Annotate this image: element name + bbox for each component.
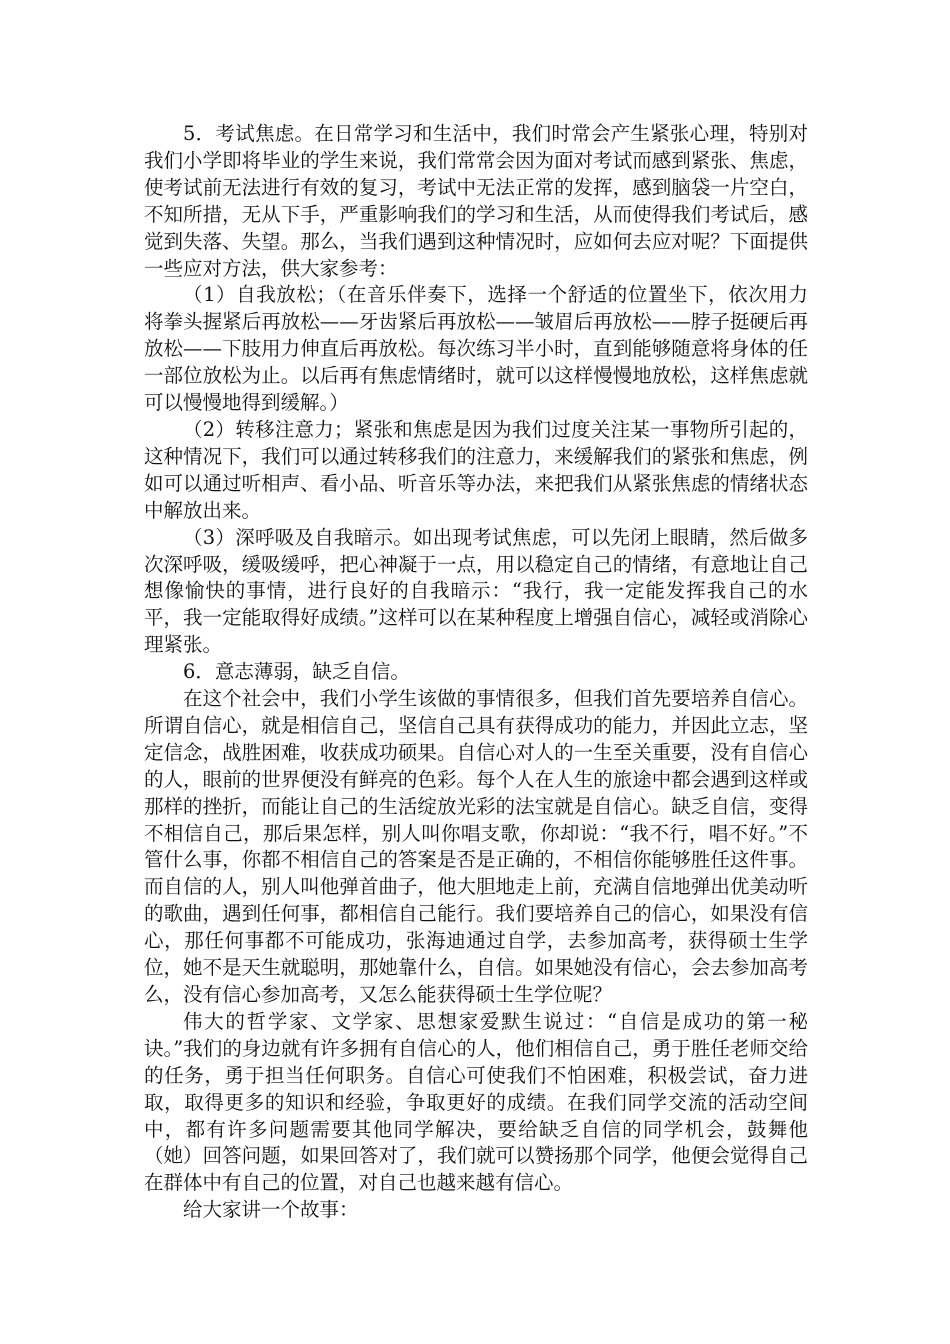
- paragraph-method-relaxation: （1）自我放松；（在音乐伴奏下，选择一个舒适的位置坐下，依次用力将拳头握紧后再放松——牙齿紧后再放松——皱眉后再放松——脖子挺硬后再放松——下肢用力伸直后再放松。每次练习半小时，直到能够随意将身体的任一部位放松为止。以后再有焦虑情绪时，就可以这样慢慢地放松，这样焦虑就可以慢慢地得到缓解。）: [144, 283, 808, 415]
- paragraph-emerson-quote: 伟大的哲学家、文学家、思想家爱默生说过：“自信是成功的第一秘诀。”我们的身边就有许多拥有自信心的人，他们相信自己，勇于胜任老师交给的任务，勇于担当任何职务。自信心可使我们不怕困难，积极尝试，奋力进取，取得更多的知识和经验，争取更好的成绩。在我们同学交流的活动空间中，都有许多问题需要其他同学解决，要给缺乏自信的同学机会，鼓舞他（她）回答问题，如果回答对了，我们就可以赞扬那个同学，他便会觉得自己在群体中有自己的位置，对自己也越来越有信心。: [144, 1009, 808, 1195]
- paragraph-self-confidence: 在这个社会中，我们小学生该做的事情很多，但我们首先要培养自信心。所谓自信心，就是相信自己，坚信自己具有获得成功的能力，并因此立志，坚定信念，战胜困难，收获成功硕果。自信心对人的一生至关重要，没有自信心的人，眼前的世界便没有鲜亮的色彩。每个人在人生的旅途中都会遇到这样或那样的挫折，而能让自己的生活绽放光彩的法宝就是自信心。缺乏自信，变得不相信自己，那后果怎样，别人叫你唱支歌，你却说：“我不行，唱不好。”不管什么事，你都不相信自己的答案是否是正确的，不相信你能够胜任这件事。而自信的人，别人叫他弹首曲子，他大胆地走上前，充满自信地弹出优美动听的歌曲，遇到任何事，都相信自己能行。我们要培养自己的信心，如果没有信心，那任何事都不可能成功，张海迪通过自学，去参加高考，获得硕士生学位，她不是天生就聪明，那她靠什么，自信。如果她没有信心，会去参加高考么，没有信心参加高考，又怎么能获得硕士生学位呢？: [144, 687, 808, 1006]
- paragraph-story-intro: 给大家讲一个故事：: [183, 1198, 359, 1222]
- paragraph-exam-anxiety: 5．考试焦虑。在日常学习和生活中，我们时常会产生紧张心理，特别对我们小学即将毕业的学生来说，我们常常会因为面对考试而感到紧张、焦虑，使考试前无法进行有效的复习，考试中无法正常的发挥，感到脑袋一片空白，不知所措，无从下手，严重影响我们的学习和生活，从而使得我们考试后，感觉到失落、失望。那么，当我们遇到这种情况时，应如何去应对呢？下面提供一些应对方法，供大家参考：: [144, 122, 808, 280]
- paragraph-method-breathing: （3）深呼吸及自我暗示。如出现考试焦虑，可以先闭上眼睛，然后做多次深呼吸，缓吸缓呼，把心神凝于一点，用以稳定自己的情绪，有意地让自己想像愉快的事情，进行良好的自我暗示：“我行，我一定能发挥我自己的水平，我一定能取得好成绩。”这样可以在某种程度上增强自信心，减轻或消除心理紧张。: [144, 525, 808, 657]
- paragraph-weak-will-heading: 6．意志薄弱，缺乏自信。: [183, 660, 410, 684]
- document-page: [144, 121, 808, 1224]
- paragraph-method-distraction: （2）转移注意力；紧张和焦虑是因为我们过度关注某一事物所引起的，这种情况下，我们可以通过转移我们的注意力，来缓解我们的紧张和焦虑，例如可以通过听相声、看小品、听音乐等办法，来把我们从紧张焦虑的情绪状态中解放出来。: [144, 417, 808, 522]
